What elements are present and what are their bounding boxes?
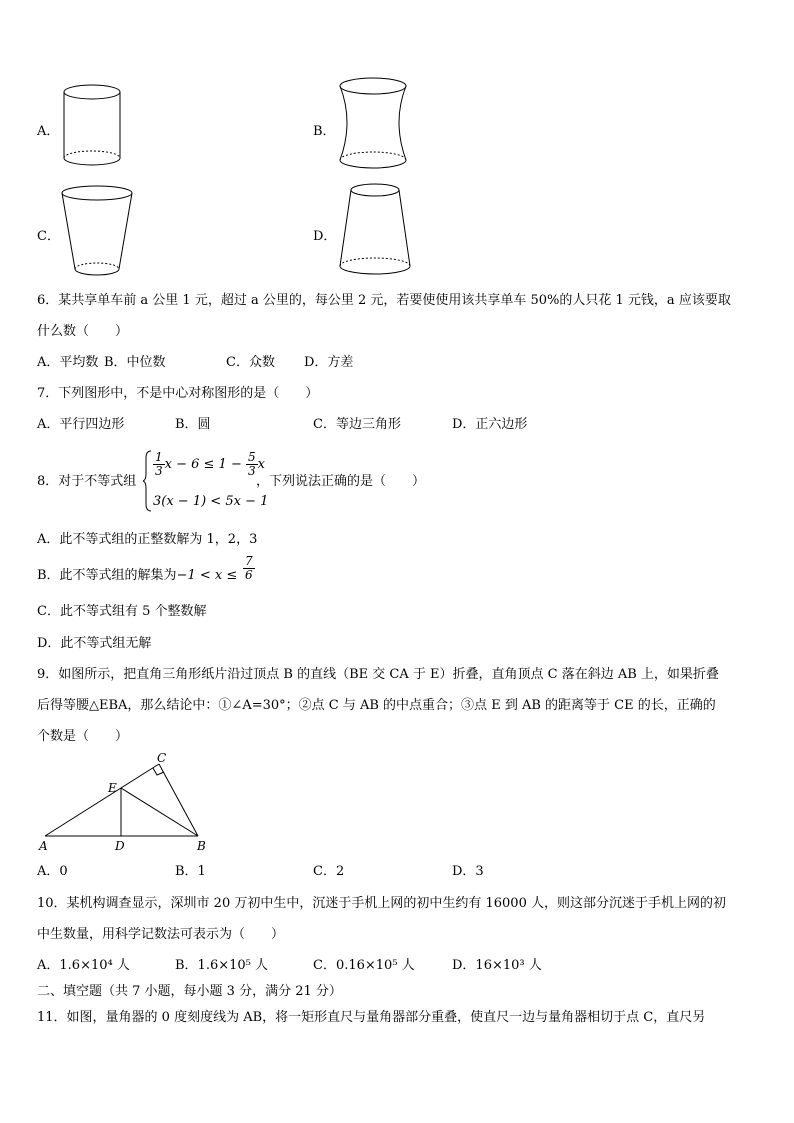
q9-option-a: A．0 [37,864,68,879]
q10-option-a: A．1.6×10⁴ 人 [37,958,130,973]
q7-option-a: A．平行四边形 [37,417,125,432]
label-a: A [39,839,48,853]
system-brace [143,450,153,512]
q9-option-b: B．1 [175,864,206,879]
ineq1-tail: x [257,457,265,472]
q6-option-a: A．平均数 [37,355,99,370]
hyperboloid-figure-b [330,72,420,177]
q6-stem-line1: 6．某共享单车前 a 公里 1 元，超过 a 公里的，每公里 2 元，若要使使用该共享单车 50%的人只花 1 元钱，a 应该要取 [37,293,731,308]
q10-stem-line2: 中生数量，用科学记数法可表示为（ ） [37,927,285,942]
q8-prefix: 8．对于不等式组 [37,474,137,489]
ineq1-right-fraction: $\frac{5}{3}$ [248,450,256,478]
option-d-label: D． [313,229,337,244]
q8-option-b-math: −1 < x ≤ [176,568,238,583]
q10-option-c: C．0.16×10⁵ 人 [313,958,415,973]
section-heading: 二、填空题（共 7 小题，每小题 3 分，满分 21 分） [37,984,342,999]
frustum-figure-c [55,183,145,283]
ineq1-left-fraction: $\frac{1}{3}$ [155,450,163,478]
q8-option-c: C．此不等式组有 5 个整数解 [37,604,207,619]
option-c-label: C． [37,229,60,244]
q6-option-b: B．中位数 [104,355,166,370]
q7-option-c: C．等边三角形 [313,417,401,432]
ineq1-middle: x − 6 ≤ 1 − [164,457,242,472]
option-a-label: A． [37,124,60,139]
q8-option-a: A．此不等式组的正整数解为 1，2，3 [37,532,258,547]
folded-triangle-figure [35,752,215,856]
option-b-label: B． [313,124,336,139]
q10-option-d: D．16×10³ 人 [452,958,542,973]
q8-suffix: ，下列说法正确的是（ ） [256,474,426,489]
q10-option-b: B．1.6×10⁵ 人 [175,958,269,973]
label-b: B [197,839,206,853]
q10-stem-line1: 10．某机构调查显示，深圳市 20 万初中生中，沉迷于手机上网的初中生约有 16000 人，则这部分沉迷于手机上网的初 [37,896,726,911]
q8-option-b-fraction: $\frac{7}{6}$ [245,554,253,582]
q8-option-b [37,566,237,586]
q7-option-d: D．正六边形 [452,417,528,432]
q9-option-c: C．2 [313,864,345,879]
q9-stem-line1: 9．如图所示，把直角三角形纸片沿过顶点 B 的直线（BE 交 CA 于 E）折叠，直角顶点 C 落在斜边 AB 上，如果折叠 [37,667,719,682]
q8-option-b-prefix: B．此不等式组的解集为 [37,568,177,583]
q7-stem: 7．下列图形中，不是中心对称图形的是（ ） [37,386,319,401]
q6-stem-line2: 什么数（ ） [37,324,129,339]
q11-stem-line1: 11．如图，量角器的 0 度刻度线为 AB，将一矩形直尺与量角器部分重叠，使直尺一边与量角器相切于点 C，直尺另 [37,1010,706,1025]
q6-option-d: D．方差 [304,355,354,370]
label-e: E [108,781,117,795]
inequality-2: 3(x − 1) < 5x − 1 [153,494,269,509]
q9-stem-line3: 个数是（ ） [37,729,129,744]
q8-option-d: D．此不等式组无解 [37,636,152,651]
label-d: D [115,839,125,853]
q6-option-c: C．众数 [226,355,275,370]
q7-option-b: B．圆 [175,417,211,432]
inequality-1 [153,451,265,478]
frustum-figure-d [330,180,420,280]
label-c: C [157,752,167,765]
cylinder-figure-a [55,80,135,175]
q9-option-d: D．3 [452,864,484,879]
q9-stem-line2: 后得等腰△EBA，那么结论中：①∠A=30°；②点 C 与 AB 的中点重合；③点 E 到 AB 的距离等于 CE 的长，正确的 [37,698,716,713]
